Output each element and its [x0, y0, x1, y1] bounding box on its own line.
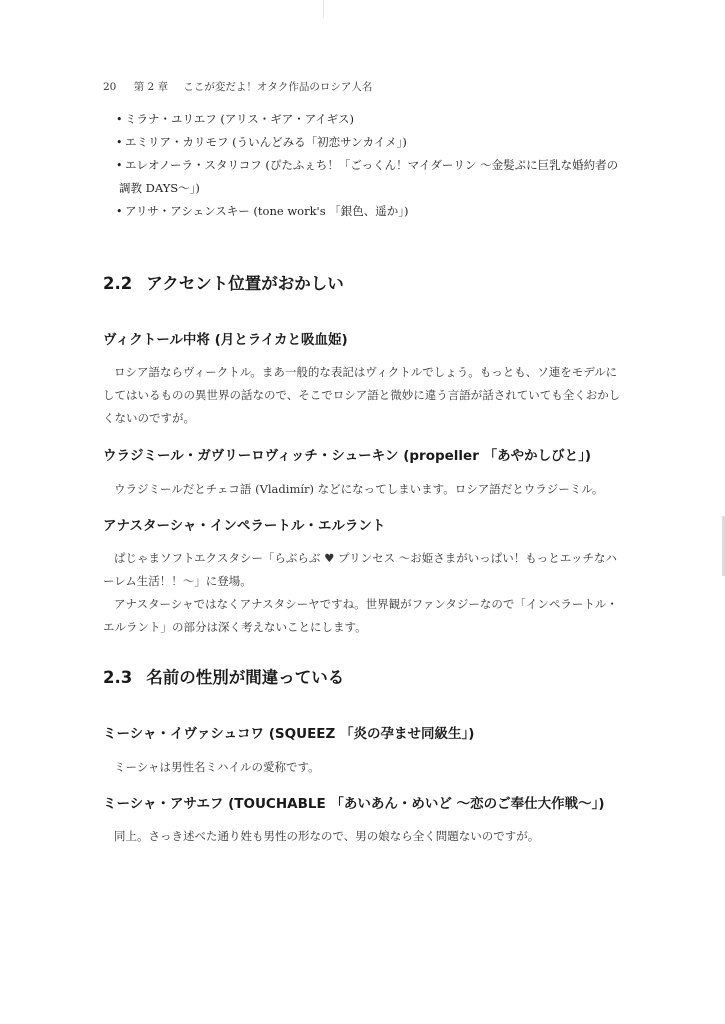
chapter-title: ここが変だよ！オタク作品のロシア人名 — [183, 81, 373, 93]
subheading: ウラジミール・ガヴリーロヴィッチ・シューキン (propeller 「あやかしびと」) — [103, 448, 591, 464]
chapter-label: 第 2 章 — [133, 81, 169, 93]
subheading: アナスターシャ・インペラートル・エルラント — [103, 518, 386, 534]
subheading: ヴィクトール中将 (月とライカと吸血姫) — [103, 332, 348, 348]
name-list — [116, 108, 626, 223]
list-item-continuation: 調教 DAYS〜」) — [119, 181, 200, 195]
subheading: ミーシャ・アサエフ (TOUCHABLE 「あいあん・めいど 〜恋のご奉仕大作戦〜」) — [103, 796, 605, 812]
paragraph: ロシア語ならヴィークトル。まあ一般的な表記はヴィクトルでしょう。もっとも、ソ連をモデルにしてはいるものの異世界の話なので、そこでロシア語と微妙に違う言語が話されていても全くおかしくないのですが。 — [103, 365, 621, 425]
list-item: • エレオノーラ・スタリコフ (ぴたふぇち！「ごっくん！マイダーリン 〜金髪ぷに巨乳な婚約者の 調教 DAYS〜」) — [116, 154, 626, 200]
running-header — [103, 79, 372, 94]
paragraph: ミーシャは男性名ミハイルの愛称です。 — [114, 760, 320, 774]
paragraph: ウラジミールだとチェコ語 (Vladimír) などになってしまいます。ロシア語だとウラジーミル。 — [114, 482, 604, 496]
list-item: • アリサ・アシェンスキー (tone work's 「銀色、遥か」) — [116, 200, 626, 223]
page-number: 20 — [103, 81, 117, 93]
paragraph: 同上。さっき述べた通り姓も男性の形なので、男の娘なら全く問題ないのですが。 — [114, 829, 540, 843]
paragraph: ぱじゃまソフトエクスタシー「らぶらぶ ♥ プリンセス 〜お姫さまがいっぱい！もっとエッチなハーレム生活！！〜」に登場。 アナスターシャではなくアナスタシーヤですね。世界観がファンタジーなので「インペラートル・エルラント」の部分は深く考えないことにします。 — [103, 551, 618, 634]
subheading: ミーシャ・イヴァシュコワ (SQUEEZ 「炎の孕ませ同級生」) — [103, 726, 475, 742]
section-heading-2-3: 2.3 名前の性別が間違っている — [103, 668, 345, 687]
list-item: • ミラナ・ユリエフ (アリス・ギア・アイギス) — [116, 108, 626, 131]
top-edge-mark — [323, 0, 324, 18]
list-item: • エミリア・カリモフ (ういんどみる「初恋サンカイメ」) — [116, 131, 626, 154]
section-heading-2-2: 2.2 アクセント位置がおかしい — [103, 274, 344, 293]
